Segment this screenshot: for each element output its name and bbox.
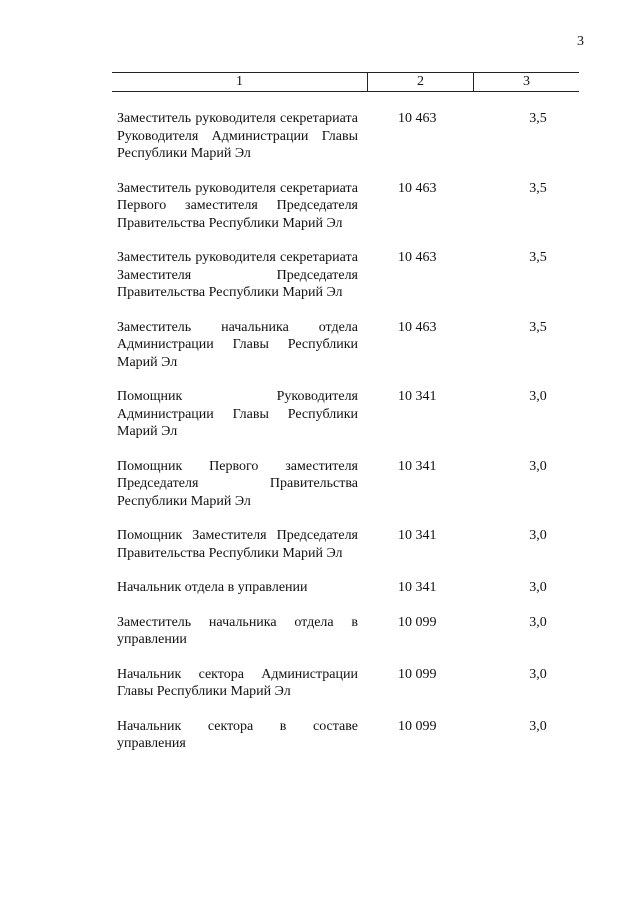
table-row [117,319,579,372]
table-row [117,666,579,701]
position-name: Помощник Заместителя Председателя Правительства Республики Марий Эл [117,528,358,561]
coefficient-value: 3,5 [529,111,547,126]
position-name: Заместитель руководителя секретариата Руководителя Администрации Главы Республики Марий Эл [117,111,358,161]
column-header-3: 3 [523,74,530,89]
table-row [117,180,579,233]
position-name: Заместитель начальника отдела Администрации Главы Республики Марий Эл [117,319,358,370]
table-row [117,388,579,441]
salary-value: 10 099 [398,718,437,734]
table-body [117,110,579,770]
table-row [117,718,579,753]
column-header-1: 1 [112,73,368,91]
coefficient-value: 3,0 [529,666,547,682]
table-row [117,249,579,302]
coefficient-value: 3,0 [529,580,547,595]
salary-value: 10 463 [398,111,437,126]
salary-value: 10 341 [398,580,437,595]
position-name: Заместитель начальника отдела в управлении [117,614,358,647]
salary-value: 10 463 [398,319,437,335]
coefficient-value: 3,0 [529,528,547,543]
salary-value: 10 341 [398,389,437,404]
salary-value: 10 341 [398,528,437,543]
salary-value: 10 463 [398,250,437,265]
position-name: Заместитель руководителя секретариата Первого заместителя Председателя Правительства Республики Марий Эл [117,180,358,231]
position-name: Заместитель руководителя секретариата Заместителя Председателя Правительства Республики Марий Эл [117,250,358,300]
position-name: Помощник Руководителя Администрации Главы Республики Марий Эл [117,389,358,439]
table-row [117,458,579,511]
coefficient-value: 3,5 [529,319,547,335]
table-row [117,110,579,163]
coefficient-value: 3,0 [529,389,547,404]
position-name: Начальник сектора Администрации Главы Республики Марий Эл [117,666,358,699]
salary-value: 10 341 [398,458,437,474]
position-name: Начальник отдела в управлении [117,580,308,595]
salary-value: 10 099 [398,666,437,682]
salary-value: 10 099 [398,614,437,630]
coefficient-value: 3,0 [529,614,547,630]
coefficient-value: 3,5 [529,250,547,265]
coefficient-value: 3,0 [529,458,547,474]
position-name: Помощник Первого заместителя Председателя Правительства Республики Марий Эл [117,458,358,509]
table-column-header [112,72,579,92]
page-number: 3 [577,34,584,49]
table-row [117,579,579,597]
position-name: Начальник сектора в составе управления [117,718,358,751]
table-row [117,527,579,562]
salary-value: 10 463 [398,180,437,196]
table-row [117,614,579,649]
coefficient-value: 3,0 [529,718,547,734]
coefficient-value: 3,5 [529,180,547,196]
column-header-2: 2 [368,73,474,91]
